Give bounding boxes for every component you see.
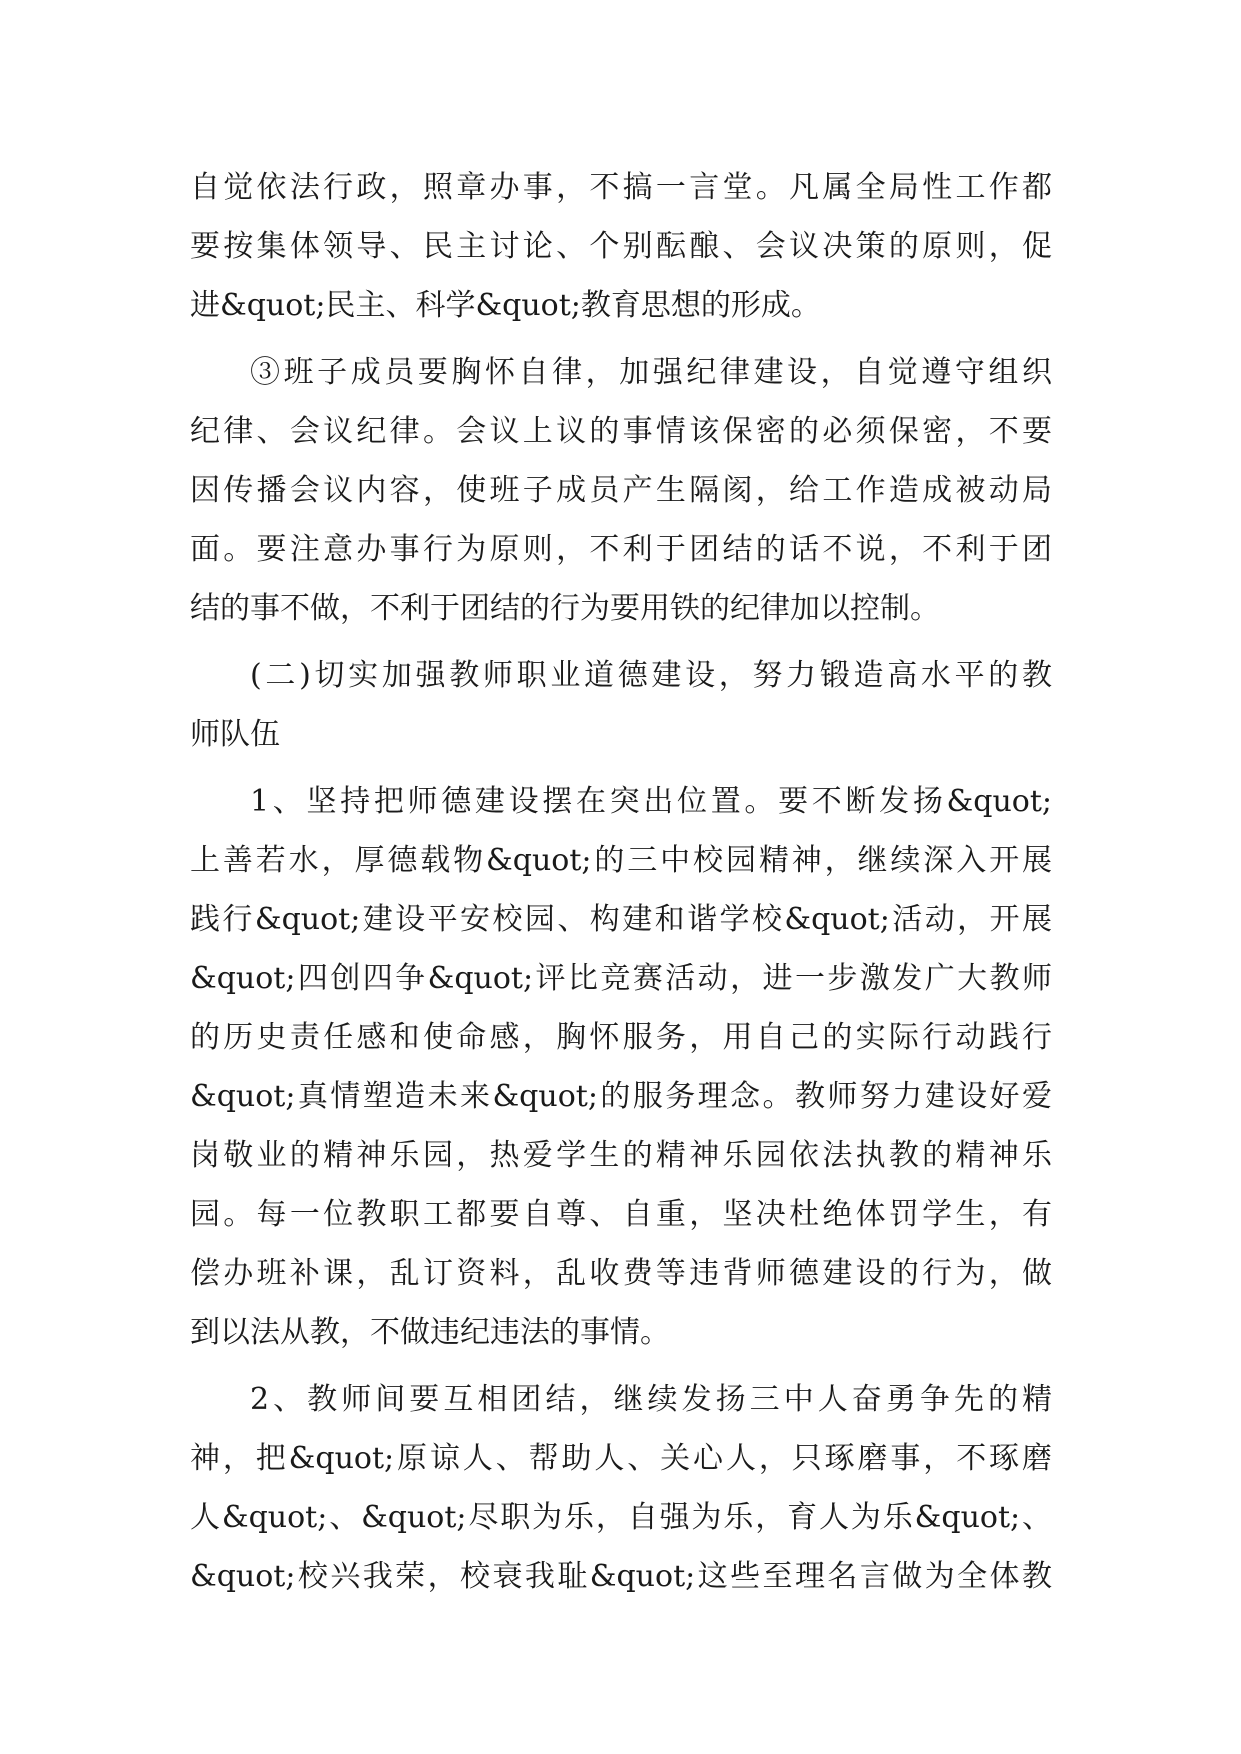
text-line: &quot;四创四争&quot;评比竞赛活动，进一步激发广大教师 — [190, 961, 1052, 996]
text-line: 2、教师间要互相团结，继续发扬三中人奋勇争先的精 — [250, 1382, 1052, 1417]
section-heading: (二)切实加强教师职业道德建设，努力锻造高水平的教 — [250, 658, 1052, 693]
text-line: 园。每一位教职工都要自尊、自重，坚决杜绝体罚学生，有 — [190, 1197, 1052, 1232]
text-line: 人&quot;、&quot;尽职为乐，自强为乐，育人为乐&quot;、 — [190, 1500, 1052, 1535]
text-line: 纪律、会议纪律。会议上议的事情该保密的必须保密，不要 — [190, 414, 1052, 449]
text-line: 偿办班补课，乱订资料，乱收费等违背师德建设的行为，做 — [190, 1256, 1052, 1291]
section-heading: 师队伍 — [190, 717, 280, 752]
text-line: 的历史责任感和使命感，胸怀服务，用自己的实际行动践行 — [190, 1020, 1052, 1055]
text-line: ③班子成员要胸怀自律，加强纪律建设，自觉遵守组织 — [250, 355, 1052, 390]
text-line: 到以法从教，不做违纪违法的事情。 — [190, 1315, 670, 1350]
text-line: 因传播会议内容，使班子成员产生隔阂，给工作造成被动局 — [190, 473, 1052, 508]
text-line: &quot;真情塑造未来&quot;的服务理念。教师努力建设好爱 — [190, 1079, 1052, 1114]
text-line: 践行&quot;建设平安校园、构建和谐学校&quot;活动，开展 — [190, 902, 1052, 937]
text-line: 岗敬业的精神乐园，热爱学生的精神乐园依法执教的精神乐 — [190, 1138, 1052, 1173]
text-line: 上善若水，厚德载物&quot;的三中校园精神，继续深入开展 — [190, 843, 1052, 878]
text-line: 要按集体领导、民主讨论、个别酝酿、会议决策的原则，促 — [190, 229, 1052, 264]
text-line: 面。要注意办事行为原则，不利于团结的话不说，不利于团 — [190, 532, 1052, 567]
text-line: 1、坚持把师德建设摆在突出位置。要不断发扬&quot; — [250, 784, 1052, 819]
text-line: 结的事不做，不利于团结的行为要用铁的纪律加以控制。 — [190, 591, 940, 626]
text-line: 神，把&quot;原谅人、帮助人、关心人，只琢磨事，不琢磨 — [190, 1441, 1052, 1476]
body-text — [190, 158, 1052, 1606]
text-line: 自觉依法行政，照章办事，不搞一言堂。凡属全局性工作都 — [190, 170, 1052, 205]
text-line: 进&quot;民主、科学&quot;教育思想的形成。 — [190, 288, 821, 323]
text-line: &quot;校兴我荣，校衰我耻&quot;这些至理名言做为全体教 — [190, 1559, 1052, 1594]
